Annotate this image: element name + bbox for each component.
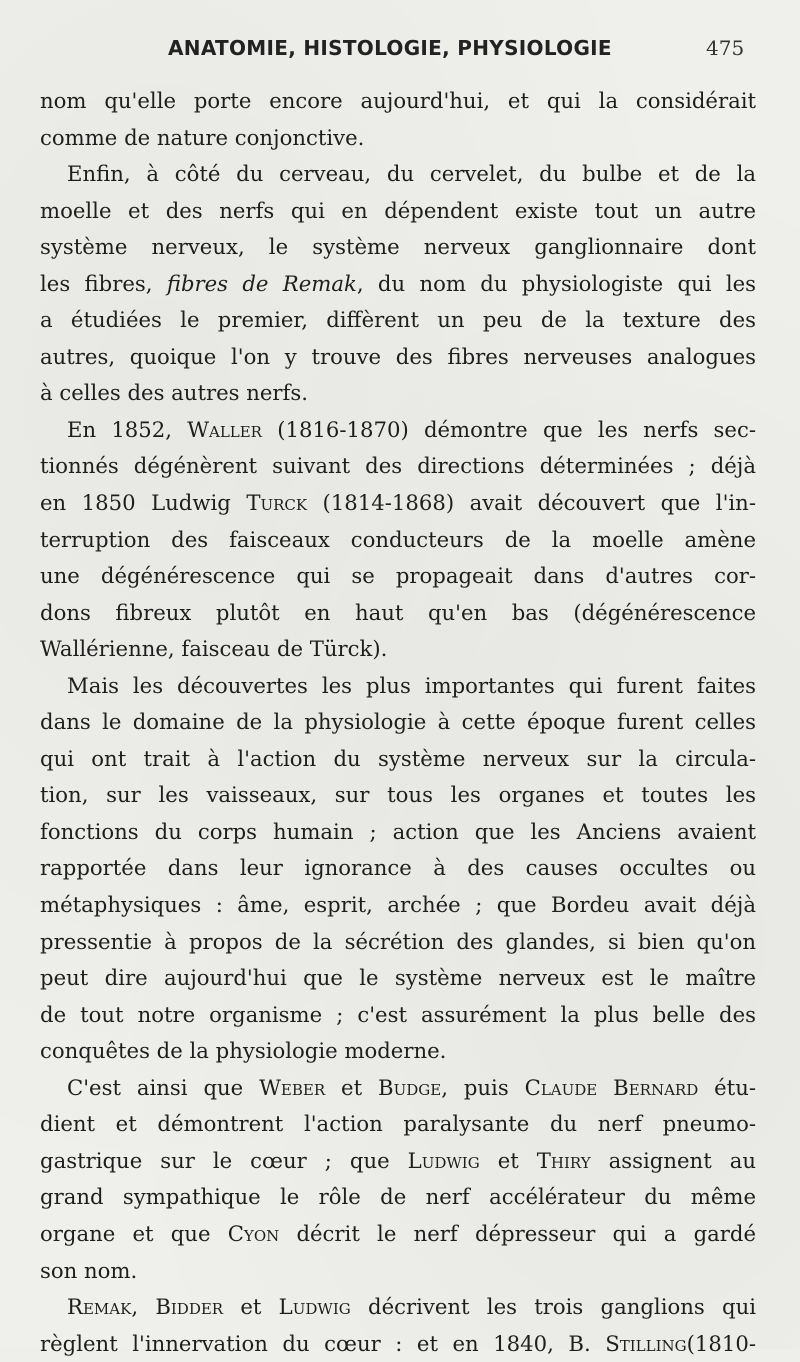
text-line	[40, 924, 756, 961]
text-line	[40, 814, 756, 851]
text-line	[40, 1253, 756, 1290]
text-segment: fonctions du corps humain ; action que les Anciens avaient	[40, 818, 756, 844]
text-line	[40, 485, 756, 522]
text-segment: grand sympathique le rôle de nerf accélérateur du même	[40, 1184, 756, 1210]
author-name: Ludwig	[278, 1294, 351, 1320]
text-line	[40, 704, 756, 741]
text-segment: et	[223, 1294, 279, 1320]
text-segment: (1814-1868) avait découvert que l'in-	[307, 490, 756, 516]
text-segment: une dégénérescence qui se propageait dans d'autres cor-	[40, 563, 756, 589]
text-segment: moelle et des nerfs qui en dépendent existe tout un autre	[40, 197, 756, 223]
text-line	[40, 960, 756, 997]
text-line	[40, 1143, 756, 1180]
text-segment: métaphysiques : âme, esprit, archée ; que Bordeu avait déjà	[40, 892, 756, 918]
page-number: 475	[706, 36, 745, 60]
text-segment: gastrique sur le cœur ; que	[40, 1147, 408, 1173]
text-segment: Enfin, à côté du cerveau, du cervelet, du bulbe et de la	[67, 161, 756, 187]
text-line	[40, 850, 756, 887]
text-segment: tionnés dégénèrent suivant des directions déterminées ; déjà	[40, 453, 756, 479]
text-segment: dient et démontrent l'action paralysante du nerf pneumo-	[40, 1111, 756, 1137]
text-segment: en 1850 Ludwig	[40, 490, 247, 516]
text-line	[40, 1070, 756, 1107]
author-name: Cyon	[227, 1220, 280, 1246]
text-segment: Mais les découvertes les plus importantes qui furent faites	[67, 672, 756, 698]
text-line	[40, 193, 756, 230]
text-segment: rapportée dans leur ignorance à des causes occultes ou	[40, 855, 756, 881]
text-segment: son nom.	[40, 1257, 138, 1283]
text-segment: et	[325, 1074, 379, 1100]
text-segment: assignent au	[590, 1147, 756, 1173]
text-segment: décrivent les trois ganglions qui	[350, 1294, 756, 1320]
text-line	[40, 1106, 756, 1143]
text-line	[40, 1179, 756, 1216]
text-segment: (1810-	[686, 1330, 756, 1356]
author-name: Remak	[67, 1294, 132, 1320]
text-segment: C'est ainsi que	[67, 1074, 260, 1100]
text-line	[40, 412, 756, 449]
text-segment: organe et que	[40, 1220, 228, 1246]
text-segment: comme de nature conjonctive.	[40, 124, 365, 150]
author-name: Bidder	[155, 1294, 224, 1320]
text-segment: pressentie à propos de la sécrétion des glandes, si bien qu'on	[40, 928, 756, 954]
text-line	[40, 83, 756, 120]
text-line	[40, 558, 756, 595]
text-segment: tion, sur les vaisseaux, sur tous les organes et toutes les	[40, 782, 756, 808]
page-header	[0, 36, 800, 66]
text-line	[40, 668, 756, 705]
text-line	[40, 595, 756, 632]
text-line	[40, 120, 756, 157]
text-segment: , du nom du physiologiste qui les	[356, 270, 757, 296]
text-segment: a étudiées le premier, diffèrent un peu de la texture des	[40, 307, 756, 333]
text-segment: les fibres,	[40, 270, 167, 296]
text-line	[40, 1216, 756, 1253]
text-segment: peut dire aujourd'hui que le système nerveux est le maître	[40, 965, 756, 991]
text-segment: décrit le nerf dépresseur qui a gardé	[279, 1220, 756, 1246]
author-name: Turck	[246, 490, 308, 516]
running-title: ANATOMIE, HISTOLOGIE, PHYSIOLOGIE	[168, 36, 612, 60]
text-segment: nom qu'elle porte encore aujourd'hui, et qui la considérait	[40, 88, 756, 113]
text-line	[40, 741, 756, 778]
text-segment: dans le domaine de la physiologie à cette époque furent celles	[40, 709, 756, 735]
text-line	[40, 997, 756, 1034]
text-line	[40, 302, 756, 339]
text-line	[40, 631, 756, 668]
text-segment: système nerveux, le système nerveux ganglionnaire dont	[40, 234, 756, 260]
text-line	[40, 1289, 756, 1326]
italic-term: fibres de Remak	[166, 270, 357, 296]
author-name: Thiry	[536, 1147, 591, 1173]
text-segment: dons fibreux plutôt en haut qu'en bas (dégénérescence	[40, 599, 756, 625]
text-segment: conquêtes de la physiologie moderne.	[40, 1038, 447, 1064]
text-segment: à celles des autres nerfs.	[40, 380, 309, 406]
text-segment: terruption des faisceaux conducteurs de la moelle amène	[40, 526, 756, 552]
text-segment: (1816-1870) démontre que les nerfs sec-	[261, 416, 756, 442]
author-name: Weber	[259, 1074, 326, 1100]
author-name: Ludwig	[407, 1147, 480, 1173]
author-name: Claude Bernard	[524, 1074, 699, 1100]
author-name: Budge	[378, 1074, 442, 1100]
body-text	[40, 83, 756, 1362]
text-line	[40, 448, 756, 485]
text-segment: de tout notre organisme ; c'est assurément la plus belle des	[40, 1001, 756, 1027]
text-segment: , puis	[441, 1074, 525, 1100]
text-segment: règlent l'innervation du cœur : et en 1840, B.	[40, 1330, 606, 1356]
text-line	[40, 1033, 756, 1070]
text-segment: Wallérienne, faisceau de Türck).	[40, 636, 388, 662]
text-line	[40, 1326, 756, 1362]
author-name: Stilling	[605, 1330, 687, 1356]
text-line	[40, 375, 756, 412]
text-line	[40, 339, 756, 376]
text-line	[40, 266, 756, 303]
author-name: Waller	[187, 416, 262, 442]
text-segment: étu-	[698, 1074, 756, 1100]
text-segment: et	[479, 1147, 537, 1173]
text-segment: En 1852,	[67, 416, 188, 442]
text-line	[40, 777, 756, 814]
text-segment: ,	[131, 1294, 156, 1320]
text-line	[40, 229, 756, 266]
text-line	[40, 887, 756, 924]
text-line	[40, 156, 756, 193]
text-segment: autres, quoique l'on y trouve des fibres nerveuses analogues	[40, 343, 756, 369]
text-segment: qui ont trait à l'action du système nerveux sur la circula-	[40, 745, 756, 771]
text-line	[40, 522, 756, 559]
